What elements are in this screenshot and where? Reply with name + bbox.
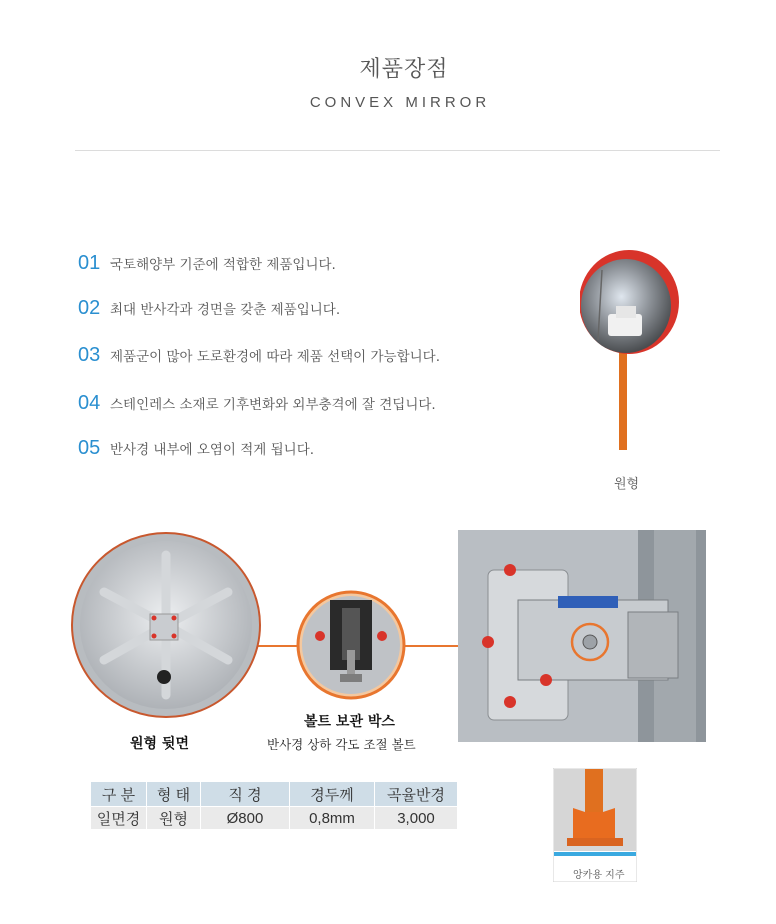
feature-text: 국토해양부 기준에 적합한 제품입니다. (110, 257, 336, 273)
mirror-back-caption: 원형 뒷면 (130, 736, 189, 752)
feature-text: 스테인레스 소재로 기후변화와 외부충격에 잘 견딥니다. (110, 397, 436, 413)
spec-header-diameter: 직 경 (201, 782, 290, 807)
table-row (91, 807, 458, 830)
feature-item (78, 296, 340, 320)
anchor-pole-caption: 앙카용 지주 (573, 870, 625, 881)
feature-item (78, 251, 336, 275)
page-title: 제품장점 (359, 57, 449, 82)
spec-cell-curvature: 3,000 (375, 807, 458, 830)
page-subtitle: CONVEX MIRROR (309, 94, 491, 111)
feature-item (78, 391, 436, 415)
bracket-bolt-image (458, 530, 706, 742)
spec-table (90, 781, 458, 830)
feature-number: 01 (78, 251, 101, 274)
spec-header-curvature: 곡율반경 (375, 782, 458, 807)
feature-number: 04 (78, 391, 101, 414)
feature-item (78, 343, 440, 367)
spec-cell-category: 일면경 (91, 807, 147, 830)
feature-text: 제품군이 많아 도로환경에 따라 제품 선택이 가능합니다. (110, 349, 440, 365)
bolt-box-zoom-image (296, 590, 406, 700)
bolt-box-description: 반사경 상하 각도 조절 볼트 (267, 737, 416, 752)
anchor-pole-image (553, 768, 637, 882)
spec-header-category: 구 분 (91, 782, 147, 807)
bolt-box-title: 볼트 보관 박스 (304, 714, 395, 730)
feature-item (78, 436, 314, 460)
spec-cell-shape: 원형 (147, 807, 201, 830)
spec-header-thickness: 경두께 (290, 782, 375, 807)
feature-text: 반사경 내부에 오염이 적게 됩니다. (110, 442, 315, 458)
spec-cell-diameter: Ø800 (201, 807, 290, 830)
spec-header-shape: 형 태 (147, 782, 201, 807)
header-divider (75, 150, 720, 151)
product-shape-caption: 원형 (614, 477, 640, 492)
spec-cell-thickness: 0,8mm (290, 807, 375, 830)
mirror-back-image (68, 530, 264, 720)
feature-number: 05 (78, 436, 101, 459)
feature-number: 02 (78, 296, 101, 319)
feature-number: 03 (78, 343, 101, 366)
convex-mirror-image (580, 240, 690, 452)
feature-text: 최대 반사각과 경면을 갖춘 제품입니다. (110, 302, 341, 318)
